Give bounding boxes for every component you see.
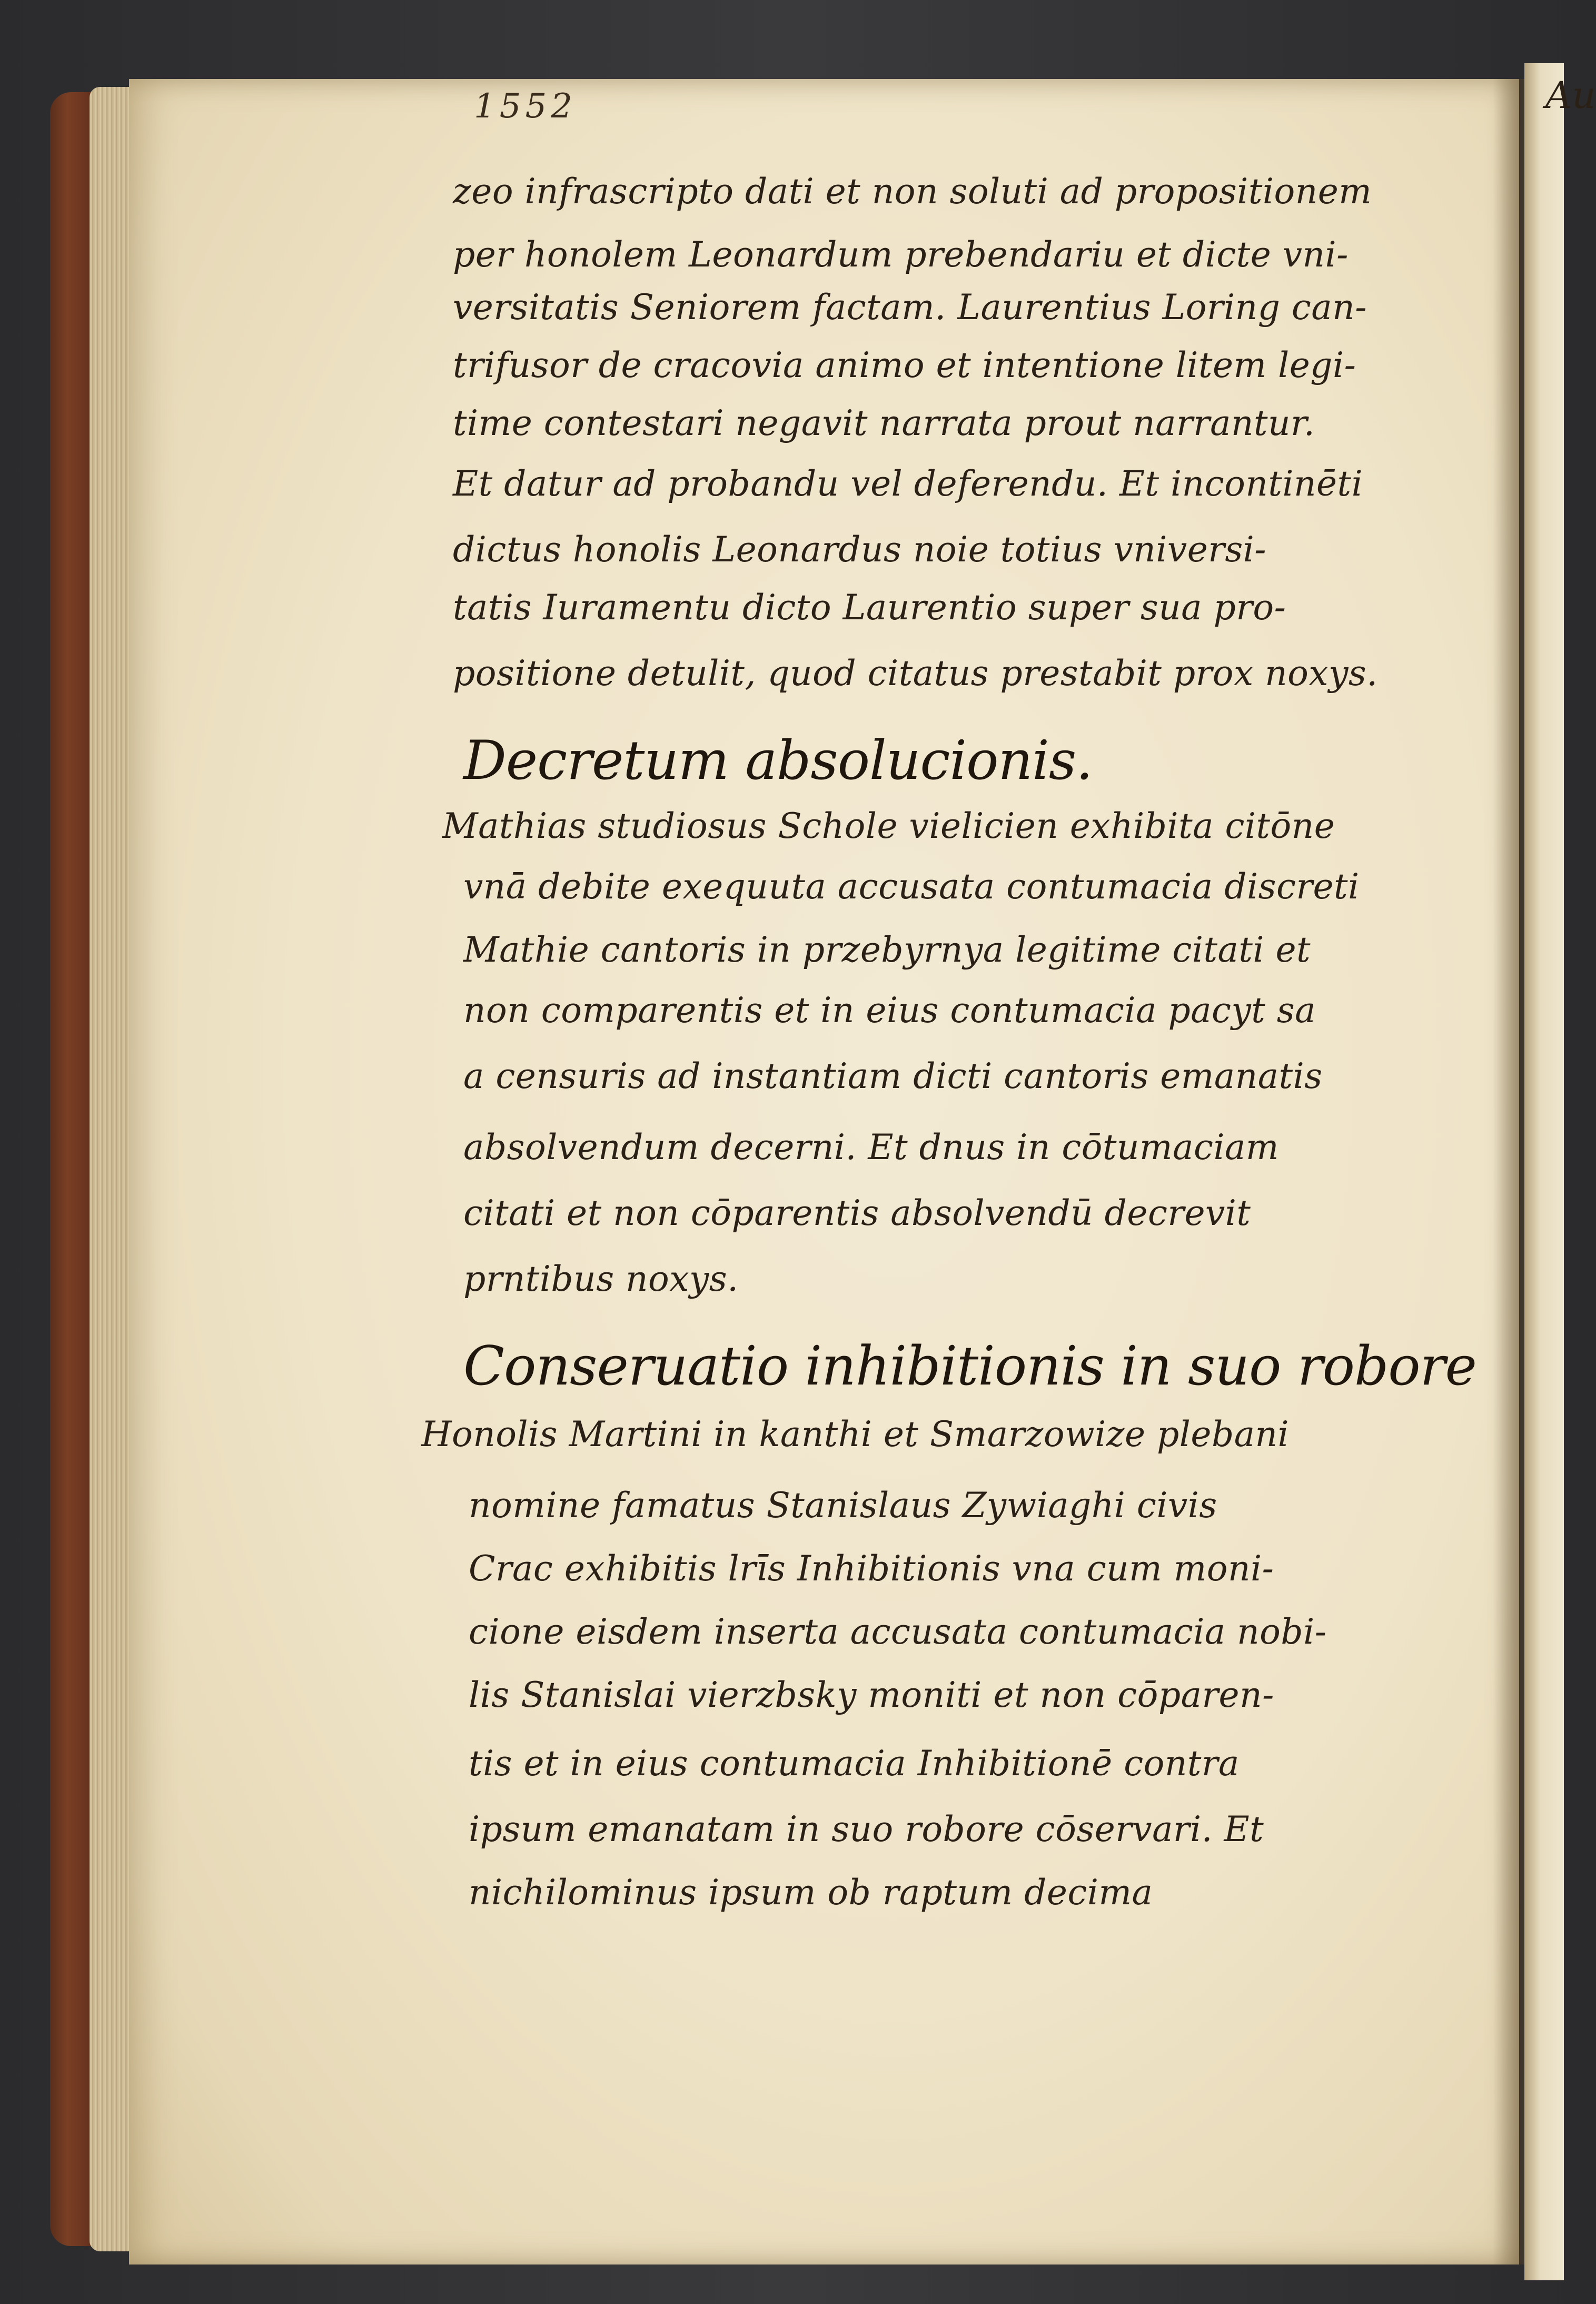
text-line: tatis Iuramentu dicto Laurentio super sua pro- [453,587,1286,628]
text-line: cione eisdem inserta accusata contumacia nobi- [469,1611,1327,1652]
text-line: nomine famatus Stanislaus Zywiaghi civis [469,1485,1217,1526]
text-line: absolvendum decerni. Et dnus in cōtumaciam [463,1127,1279,1168]
text-line: Crac exhibitis lrīs Inhibitionis vna cum moni- [469,1548,1274,1589]
text-line: Mathias studiosus Schole vielicien exhibita citōne [442,806,1335,846]
text-line: lis Stanislai vierzbsky moniti et non cōparen- [469,1675,1274,1715]
text-line: non comparentis et in eius contumacia pacyt sa [463,990,1316,1031]
text-line: trifusor de cracovia animo et intentione litem legi- [453,345,1356,385]
text-line: prntibus noxys. [463,1259,739,1299]
text-line: dictus honolis Leonardus noie totius vniversi- [453,529,1267,570]
text-line: tis et in eius contumacia Inhibitionē contra [469,1743,1240,1784]
text-line: ipsum emanatam in suo robore cōservari. Et [469,1809,1264,1850]
text-line: versitatis Seniorem factam. Laurentius Loring can- [453,287,1367,328]
text-line: vnā debite exequuta accusata contumacia discreti [463,866,1360,907]
text-line: time contestari negavit narrata prout narrantur. [453,403,1315,443]
facing-page-strip [1524,63,1564,2280]
text-line: zeo infrascripto dati et non soluti ad propositionem [453,171,1372,212]
text-line: nichilominus ipsum ob raptum decima [469,1872,1153,1913]
text-line: citati et non cōparentis absolvendū decrevit [463,1193,1251,1233]
text-line: a censuris ad instantiam dicti cantoris emanatis [463,1056,1323,1096]
text-line: Honolis Martini in kanthi et Smarzowize plebani [421,1414,1290,1455]
facing-page-fragment: Au [1545,74,1596,117]
text-line: per honolem Leonardum prebendariu et dicte vni- [453,234,1349,275]
heading-conservatio-inhibitionis: Conseruatio inhibitionis in suo robore [463,1335,1476,1398]
text-line: positione detulit, quod citatus prestabit prox noxys. [453,653,1378,694]
text-line: Et datur ad probandu vel deferendu. Et incontinēti [453,463,1363,504]
folio-number: 1552 [474,87,577,126]
page-gutter-shadow [1493,79,1524,2265]
heading-decretum-absolucionis: Decretum absolucionis. [463,729,1093,792]
text-line: Mathie cantoris in przebyrnya legitime citati et [463,929,1311,970]
